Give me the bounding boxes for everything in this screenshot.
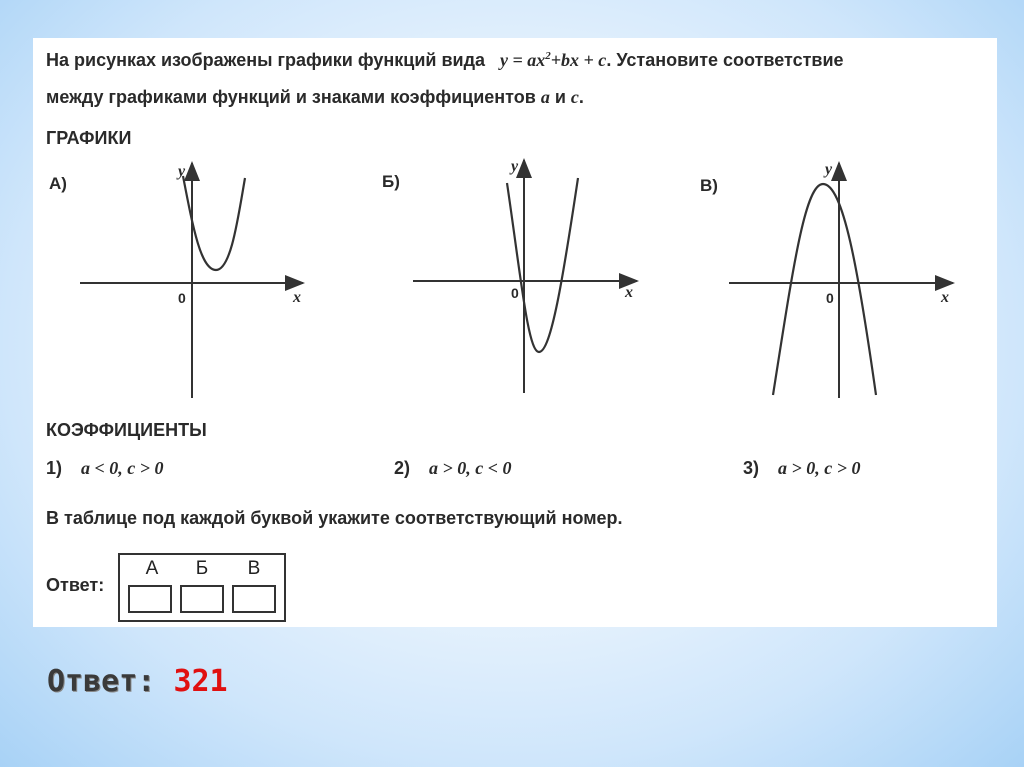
coefficient-1-num: 1)	[46, 458, 63, 478]
final-answer	[47, 664, 228, 699]
answer-label: Ответ:	[46, 575, 105, 595]
answer-cell-a[interactable]	[128, 585, 172, 613]
final-answer-label: Ответ:	[47, 664, 156, 699]
task-suffix: . Установите соответствие	[606, 50, 844, 70]
graphs-svg	[33, 38, 997, 418]
coefficient-2-num: 2)	[394, 458, 411, 478]
answer-header-b: Б	[195, 558, 209, 579]
graph-c-x-label: x	[941, 289, 949, 306]
coefficient-3	[743, 458, 861, 479]
instruction: В таблице под каждой буквой укажите соответствующий номер.	[46, 508, 623, 528]
task-text: На рисунках изображены графики функций вида	[46, 50, 486, 70]
graph-a-label: А)	[49, 174, 67, 193]
graph-c-y-label: y	[825, 161, 833, 178]
answer-table	[118, 553, 286, 622]
coefficient-3-num: 3)	[743, 458, 760, 478]
graph-c-parabola	[773, 184, 876, 395]
final-answer-value: 321	[173, 664, 228, 699]
coefficient-2	[394, 458, 512, 479]
graph-a-origin: 0	[178, 290, 186, 306]
answer-cell-b[interactable]	[180, 585, 224, 613]
coefficients-heading: КОЭФФИЦИЕНТЫ	[46, 420, 207, 440]
coefficient-2-text: a > 0, c < 0	[429, 458, 512, 478]
graph-a-y-label: y	[178, 163, 186, 180]
graph-c-label: В)	[700, 176, 718, 195]
worksheet	[33, 38, 997, 627]
graph-a	[80, 163, 303, 398]
answer-header-c: В	[247, 558, 261, 579]
coefficient-3-text: a > 0, c > 0	[778, 458, 861, 478]
conj: и	[549, 87, 571, 107]
coefficient-1-text: a < 0, c > 0	[81, 458, 164, 478]
coefficient-1	[46, 458, 164, 479]
coef-a: a	[540, 87, 550, 107]
dot: .	[578, 87, 584, 107]
graph-c	[729, 163, 953, 398]
answer-header-a: А	[145, 558, 159, 579]
formula-y: y = ax	[500, 50, 546, 70]
formula-rest: +bx + c	[550, 50, 607, 70]
graph-b-y-label: y	[511, 158, 519, 175]
answer-cell-c[interactable]	[232, 585, 276, 613]
task-line2-text: между графиками функций и знаками коэффициентов	[46, 87, 536, 107]
graph-b-x-label: x	[625, 284, 633, 301]
coef-c: c	[570, 87, 579, 107]
graph-b	[413, 160, 637, 393]
formula-exponent: 2	[545, 50, 551, 62]
graph-a-x-label: x	[293, 289, 301, 306]
graph-b-origin: 0	[511, 285, 519, 301]
graphs-heading: ГРАФИКИ	[46, 128, 132, 148]
graph-b-label: Б)	[382, 172, 400, 191]
graph-b-parabola	[507, 178, 578, 352]
graph-c-origin: 0	[826, 290, 834, 306]
